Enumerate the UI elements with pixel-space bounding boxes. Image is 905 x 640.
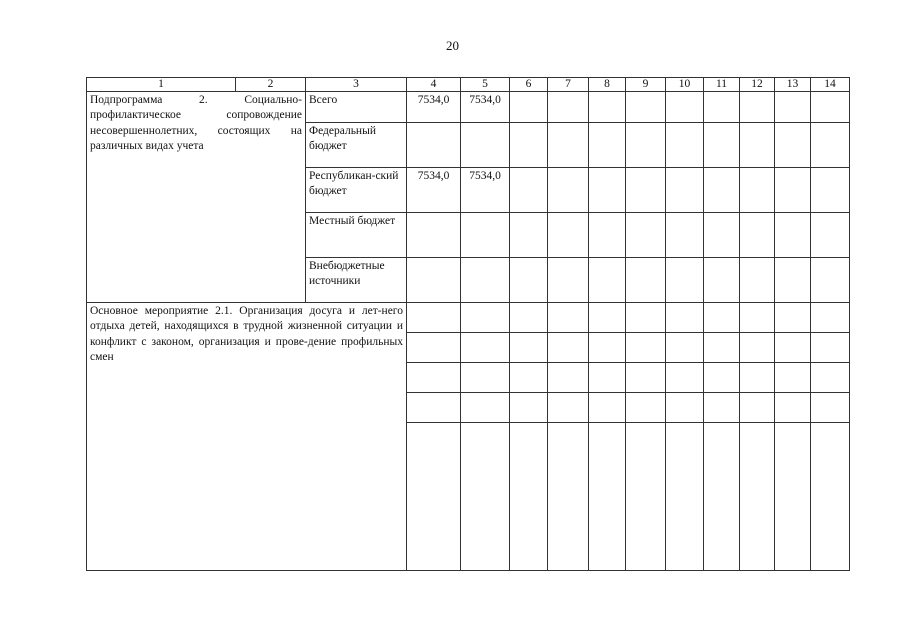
- empty-cell: [510, 423, 548, 571]
- subprogram-title: Подпрограмма 2. Социально-профилактическое сопровождение несовершеннолетних, состоящих на различных видах учета: [87, 92, 306, 303]
- header-cell: 10: [666, 78, 704, 92]
- empty-cell: [548, 303, 589, 333]
- header-cell: 5: [461, 78, 510, 92]
- table-row: [87, 303, 850, 333]
- empty-cell: [548, 393, 589, 423]
- empty-cell: [548, 168, 589, 213]
- header-cell: 1: [87, 78, 236, 92]
- empty-cell: [407, 363, 461, 393]
- empty-cell: [510, 123, 548, 168]
- empty-cell: [407, 303, 461, 333]
- empty-cell: [589, 92, 626, 123]
- value-cell: 7534,0: [461, 168, 510, 213]
- budget-table: [86, 77, 850, 571]
- empty-cell: [775, 213, 811, 258]
- header-row: [87, 78, 850, 92]
- empty-cell: [626, 393, 666, 423]
- empty-cell: [589, 168, 626, 213]
- header-cell: 8: [589, 78, 626, 92]
- empty-cell: [740, 213, 775, 258]
- empty-cell: [775, 123, 811, 168]
- empty-cell: [775, 393, 811, 423]
- empty-cell: [589, 303, 626, 333]
- empty-cell: [548, 333, 589, 363]
- empty-cell: [510, 393, 548, 423]
- empty-cell: [740, 333, 775, 363]
- page-number: 20: [446, 38, 459, 53]
- empty-cell: [740, 123, 775, 168]
- header-cell: 6: [510, 78, 548, 92]
- header-cell: 7: [548, 78, 589, 92]
- header-cell: 14: [811, 78, 850, 92]
- value-cell: 7534,0: [407, 168, 461, 213]
- empty-cell: [666, 303, 704, 333]
- value-cell: 7534,0: [407, 92, 461, 123]
- empty-cell: [740, 423, 775, 571]
- empty-cell: [775, 92, 811, 123]
- empty-cell: [548, 258, 589, 303]
- empty-cell: [510, 92, 548, 123]
- empty-cell: [666, 123, 704, 168]
- empty-cell: [626, 363, 666, 393]
- empty-cell: [666, 168, 704, 213]
- empty-cell: [407, 423, 461, 571]
- empty-cell: [666, 393, 704, 423]
- empty-cell: [589, 423, 626, 571]
- empty-cell: [589, 123, 626, 168]
- empty-cell: [510, 258, 548, 303]
- empty-cell: [811, 213, 850, 258]
- empty-cell: [510, 303, 548, 333]
- empty-cell: [775, 168, 811, 213]
- header-cell: 13: [775, 78, 811, 92]
- empty-cell: [626, 168, 666, 213]
- empty-cell: [811, 333, 850, 363]
- empty-cell: [811, 258, 850, 303]
- empty-cell: [704, 333, 740, 363]
- empty-cell: [548, 363, 589, 393]
- empty-cell: [811, 123, 850, 168]
- empty-cell: [461, 303, 510, 333]
- value-cell: [461, 213, 510, 258]
- empty-cell: [407, 393, 461, 423]
- empty-cell: [589, 258, 626, 303]
- value-cell: [461, 123, 510, 168]
- empty-cell: [811, 363, 850, 393]
- empty-cell: [775, 258, 811, 303]
- empty-cell: [666, 423, 704, 571]
- header-cell: 2: [236, 78, 306, 92]
- header-cell: 12: [740, 78, 775, 92]
- empty-cell: [811, 92, 850, 123]
- empty-cell: [704, 92, 740, 123]
- value-cell: [407, 123, 461, 168]
- empty-cell: [740, 303, 775, 333]
- empty-cell: [666, 213, 704, 258]
- empty-cell: [589, 333, 626, 363]
- empty-cell: [510, 363, 548, 393]
- activity-title: Основное мероприятие 2.1. Организация досуга и лет-него отдыха детей, находящихся в трудной жизненной ситуации и конфликт с законом, организация и прове-дение профильных смен: [87, 303, 407, 571]
- empty-cell: [461, 363, 510, 393]
- empty-cell: [626, 213, 666, 258]
- value-cell: [407, 258, 461, 303]
- header-cell: 3: [306, 78, 407, 92]
- empty-cell: [510, 213, 548, 258]
- empty-cell: [548, 213, 589, 258]
- empty-cell: [704, 213, 740, 258]
- empty-cell: [666, 258, 704, 303]
- empty-cell: [775, 303, 811, 333]
- empty-cell: [704, 423, 740, 571]
- empty-cell: [510, 333, 548, 363]
- empty-cell: [461, 333, 510, 363]
- header-cell: 9: [626, 78, 666, 92]
- empty-cell: [510, 168, 548, 213]
- empty-cell: [666, 363, 704, 393]
- value-cell: [407, 213, 461, 258]
- empty-cell: [461, 423, 510, 571]
- empty-cell: [548, 423, 589, 571]
- empty-cell: [626, 423, 666, 571]
- empty-cell: [461, 393, 510, 423]
- empty-cell: [704, 363, 740, 393]
- empty-cell: [775, 333, 811, 363]
- empty-cell: [666, 92, 704, 123]
- value-cell: 7534,0: [461, 92, 510, 123]
- empty-cell: [811, 168, 850, 213]
- empty-cell: [626, 258, 666, 303]
- empty-cell: [704, 168, 740, 213]
- empty-cell: [704, 258, 740, 303]
- empty-cell: [626, 92, 666, 123]
- funding-source: Внебюджетные источники: [306, 258, 407, 303]
- empty-cell: [740, 258, 775, 303]
- header-cell: 11: [704, 78, 740, 92]
- empty-cell: [775, 363, 811, 393]
- empty-cell: [589, 393, 626, 423]
- empty-cell: [704, 123, 740, 168]
- empty-cell: [811, 423, 850, 571]
- empty-cell: [548, 123, 589, 168]
- empty-cell: [811, 393, 850, 423]
- funding-source: Всего: [306, 92, 407, 123]
- header-cell: 4: [407, 78, 461, 92]
- empty-cell: [626, 123, 666, 168]
- empty-cell: [704, 393, 740, 423]
- empty-cell: [740, 363, 775, 393]
- funding-source: Местный бюджет: [306, 213, 407, 258]
- empty-cell: [666, 333, 704, 363]
- empty-cell: [740, 393, 775, 423]
- empty-cell: [548, 92, 589, 123]
- empty-cell: [775, 423, 811, 571]
- funding-source: Федеральный бюджет: [306, 123, 407, 168]
- empty-cell: [589, 213, 626, 258]
- empty-cell: [589, 363, 626, 393]
- table-row: [87, 92, 850, 123]
- empty-cell: [740, 92, 775, 123]
- empty-cell: [704, 303, 740, 333]
- empty-cell: [740, 168, 775, 213]
- value-cell: [461, 258, 510, 303]
- empty-cell: [407, 333, 461, 363]
- funding-source: Республикан-ский бюджет: [306, 168, 407, 213]
- empty-cell: [811, 303, 850, 333]
- empty-cell: [626, 333, 666, 363]
- empty-cell: [626, 303, 666, 333]
